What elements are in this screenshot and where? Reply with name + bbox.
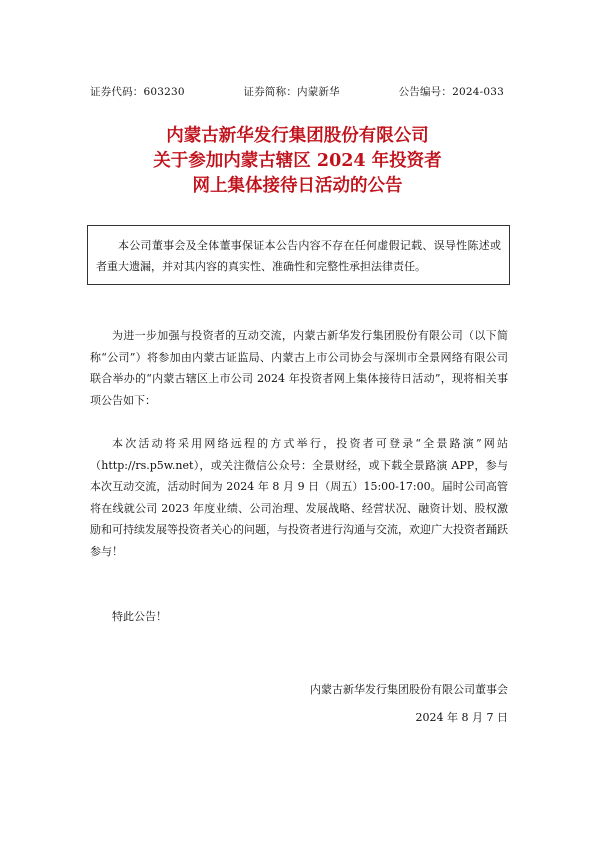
stock-short-name: 证券简称：内蒙新华 [243, 86, 340, 98]
signature-date: 2024 年 8 月 7 日 [415, 711, 508, 724]
document-title [0, 124, 595, 199]
paragraph-closing: 特此公告！ [112, 610, 167, 623]
notice-number: 公告编号：2024-033 [398, 86, 504, 98]
document-header [90, 84, 504, 99]
title-line-3: 网上集体接待日活动的公告 [192, 176, 403, 196]
stock-code: 证券代码：603230 [90, 86, 185, 98]
signature-organization: 内蒙古新华发行集团股份有限公司董事会 [310, 683, 508, 696]
paragraph-activity-details: 本次活动将采用网络远程的方式举行，投资者可登录“全景路演”网站（http://rs.p5w.net），或关注微信公众号：全景财经，或下载全景路演 APP，参与本次互动交流，活动时间为 2024 年 8 月 9 日（周五）15:00-17:00。届时公司高管将在线就公司 2023 年度业绩、公司治理、发展战略、经营状况、融资计划、股权激励和可持续发展等投资者关心的问题，与投资者进行沟通与交流，欢迎广大投资者踊跃参与！ [90, 437, 508, 558]
board-statement-box: 本公司董事会及全体董事保证本公告内容不存在任何虚假记载、误导性陈述或者重大遗漏，并对其内容的真实性、准确性和完整性承担法律责任。 [87, 225, 510, 285]
paragraph-intro: 为进一步加强与投资者的互动交流，内蒙古新华发行集团股份有限公司（以下简称“公司”）将参加由内蒙古证监局、内蒙古上市公司协会与深圳市全景网络有限公司联合举办的“内蒙古辖区上市公司 2024 年投资者网上集体接待日活动”，现将相关事项公告如下： [90, 329, 508, 407]
title-line-1: 内蒙古新华发行集团股份有限公司 [166, 126, 429, 146]
title-line-2: 关于参加内蒙古辖区 2024 年投资者 [153, 151, 442, 171]
